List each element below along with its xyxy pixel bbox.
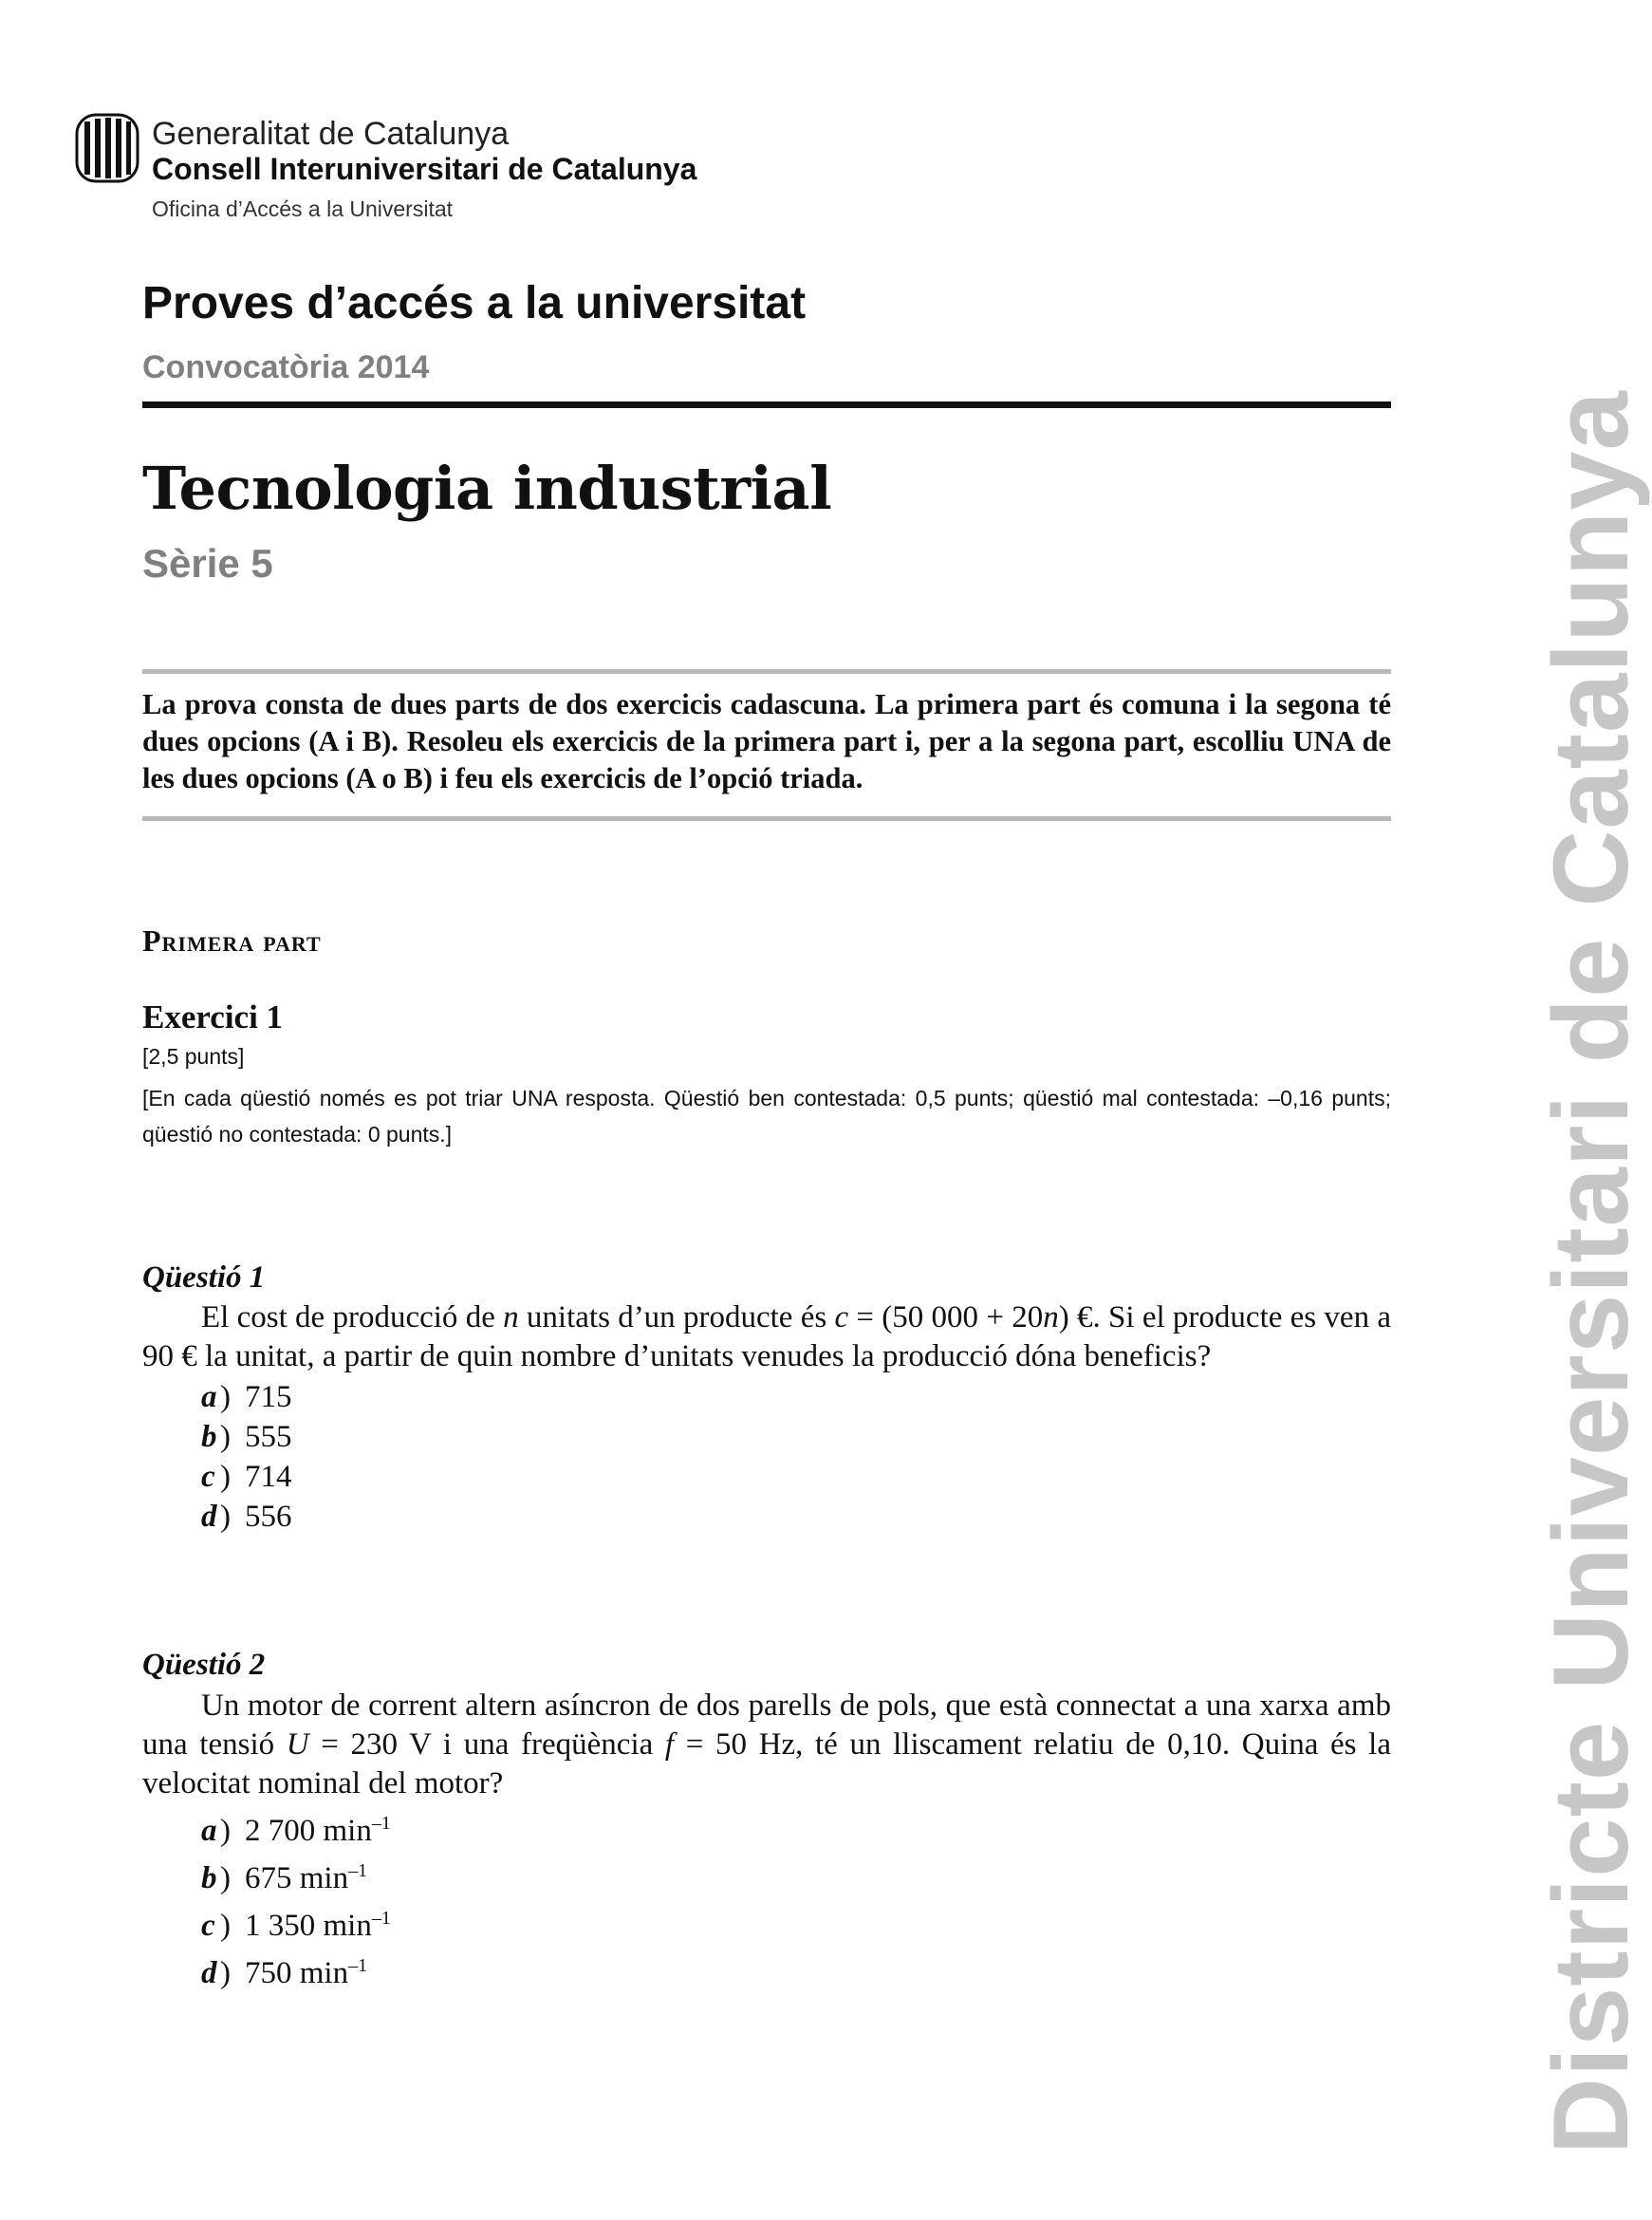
instructions-bottom-divider <box>142 816 1391 821</box>
question-1-title: Qüestió 1 <box>142 1260 266 1295</box>
generalitat-logo-icon <box>76 114 139 182</box>
question-2-title: Qüestió 2 <box>142 1648 266 1682</box>
exercise-points: [2,5 punts] <box>142 1044 245 1069</box>
instructions-top-divider <box>142 669 1391 674</box>
question-1-options <box>201 1377 292 1537</box>
district-sidebar-text: Districte Universitari de Catalunya <box>1531 390 1650 2155</box>
org-consell: Consell Interuniversitari de Catalunya <box>152 152 697 186</box>
option-item: b ) 555 <box>201 1417 292 1457</box>
option-value: 715 <box>245 1380 292 1414</box>
option-letter: a <box>201 1380 217 1414</box>
option-value: 1 350 <box>245 1909 324 1943</box>
org-oficina: Oficina d’Accés a la Universitat <box>152 196 454 221</box>
option-item: a ) 715 <box>201 1377 292 1417</box>
option-value: 556 <box>245 1500 292 1534</box>
part-heading: Primera part <box>142 923 322 958</box>
question-2-text: Un motor de corrent altern asíncron de dos parells de pols, que està connectat a una xarxa amb una tensió U = 230 V i una freqüència f = 50 Hz, té un lliscament relatiu de 0,10. Quina és la velocitat nominal del motor? <box>142 1688 1391 1800</box>
exam-title: Proves d’accés a la universitat <box>142 278 807 328</box>
option-value: 675 <box>245 1861 300 1895</box>
exercise-title: Exercici 1 <box>142 998 284 1035</box>
option-letter: b <box>201 1420 217 1454</box>
option-item: c ) 1 350 $\min^{-1}$ <box>201 1898 391 1946</box>
option-letter: c <box>201 1909 215 1943</box>
option-item: d ) 750 $\min^{-1}$ <box>201 1946 391 1993</box>
question-2-options <box>201 1803 391 1993</box>
option-letter: a <box>201 1814 217 1848</box>
option-value: 750 <box>245 1956 300 1990</box>
option-value: 2 700 <box>245 1814 324 1848</box>
instructions-text: La prova consta de dues parts de dos exercicis cadascuna. La primera part és comuna i la segona té dues opcions (A i B). Resoleu els exercicis de la primera part i, per a la segona part, escolliu UNA de les dues opcions (A o B) i feu els exercicis de l’opció triada. <box>142 688 1391 794</box>
option-letter: d <box>201 1956 217 1990</box>
option-letter: c <box>201 1460 215 1494</box>
option-value: 555 <box>245 1420 292 1454</box>
question-1-text: El cost de producció de n unitats d’un producte és c = (50 000 + 20n) €. Si el producte es ven a 90 € la unitat, a partir de quin nombre d’unitats venudes la producció dóna beneficis? <box>142 1300 1391 1373</box>
convocatoria-label: Convocatòria 2014 <box>142 349 430 385</box>
subject-title: Tecnologia industrial <box>142 454 832 523</box>
serie-label: Sèrie 5 <box>142 541 273 586</box>
option-item: a ) 2 700 $\min^{-1}$ <box>201 1803 391 1851</box>
option-item: c ) 714 <box>201 1457 292 1497</box>
option-letter: b <box>201 1861 217 1895</box>
org-generalitat: Generalitat de Catalunya <box>152 116 510 152</box>
header-divider <box>142 401 1391 408</box>
exercise-note: [En cada qüestió només es pot triar UNA resposta. Qüestió ben contestada: 0,5 punts; qüestió mal contestada: –0,16 punts; qüestió no contestada: 0 punts.] <box>142 1086 1391 1147</box>
option-item: b ) 675 $\min^{-1}$ <box>201 1851 391 1898</box>
option-item: d ) 556 <box>201 1497 292 1537</box>
option-value: 714 <box>245 1460 292 1494</box>
option-letter: d <box>201 1500 217 1534</box>
